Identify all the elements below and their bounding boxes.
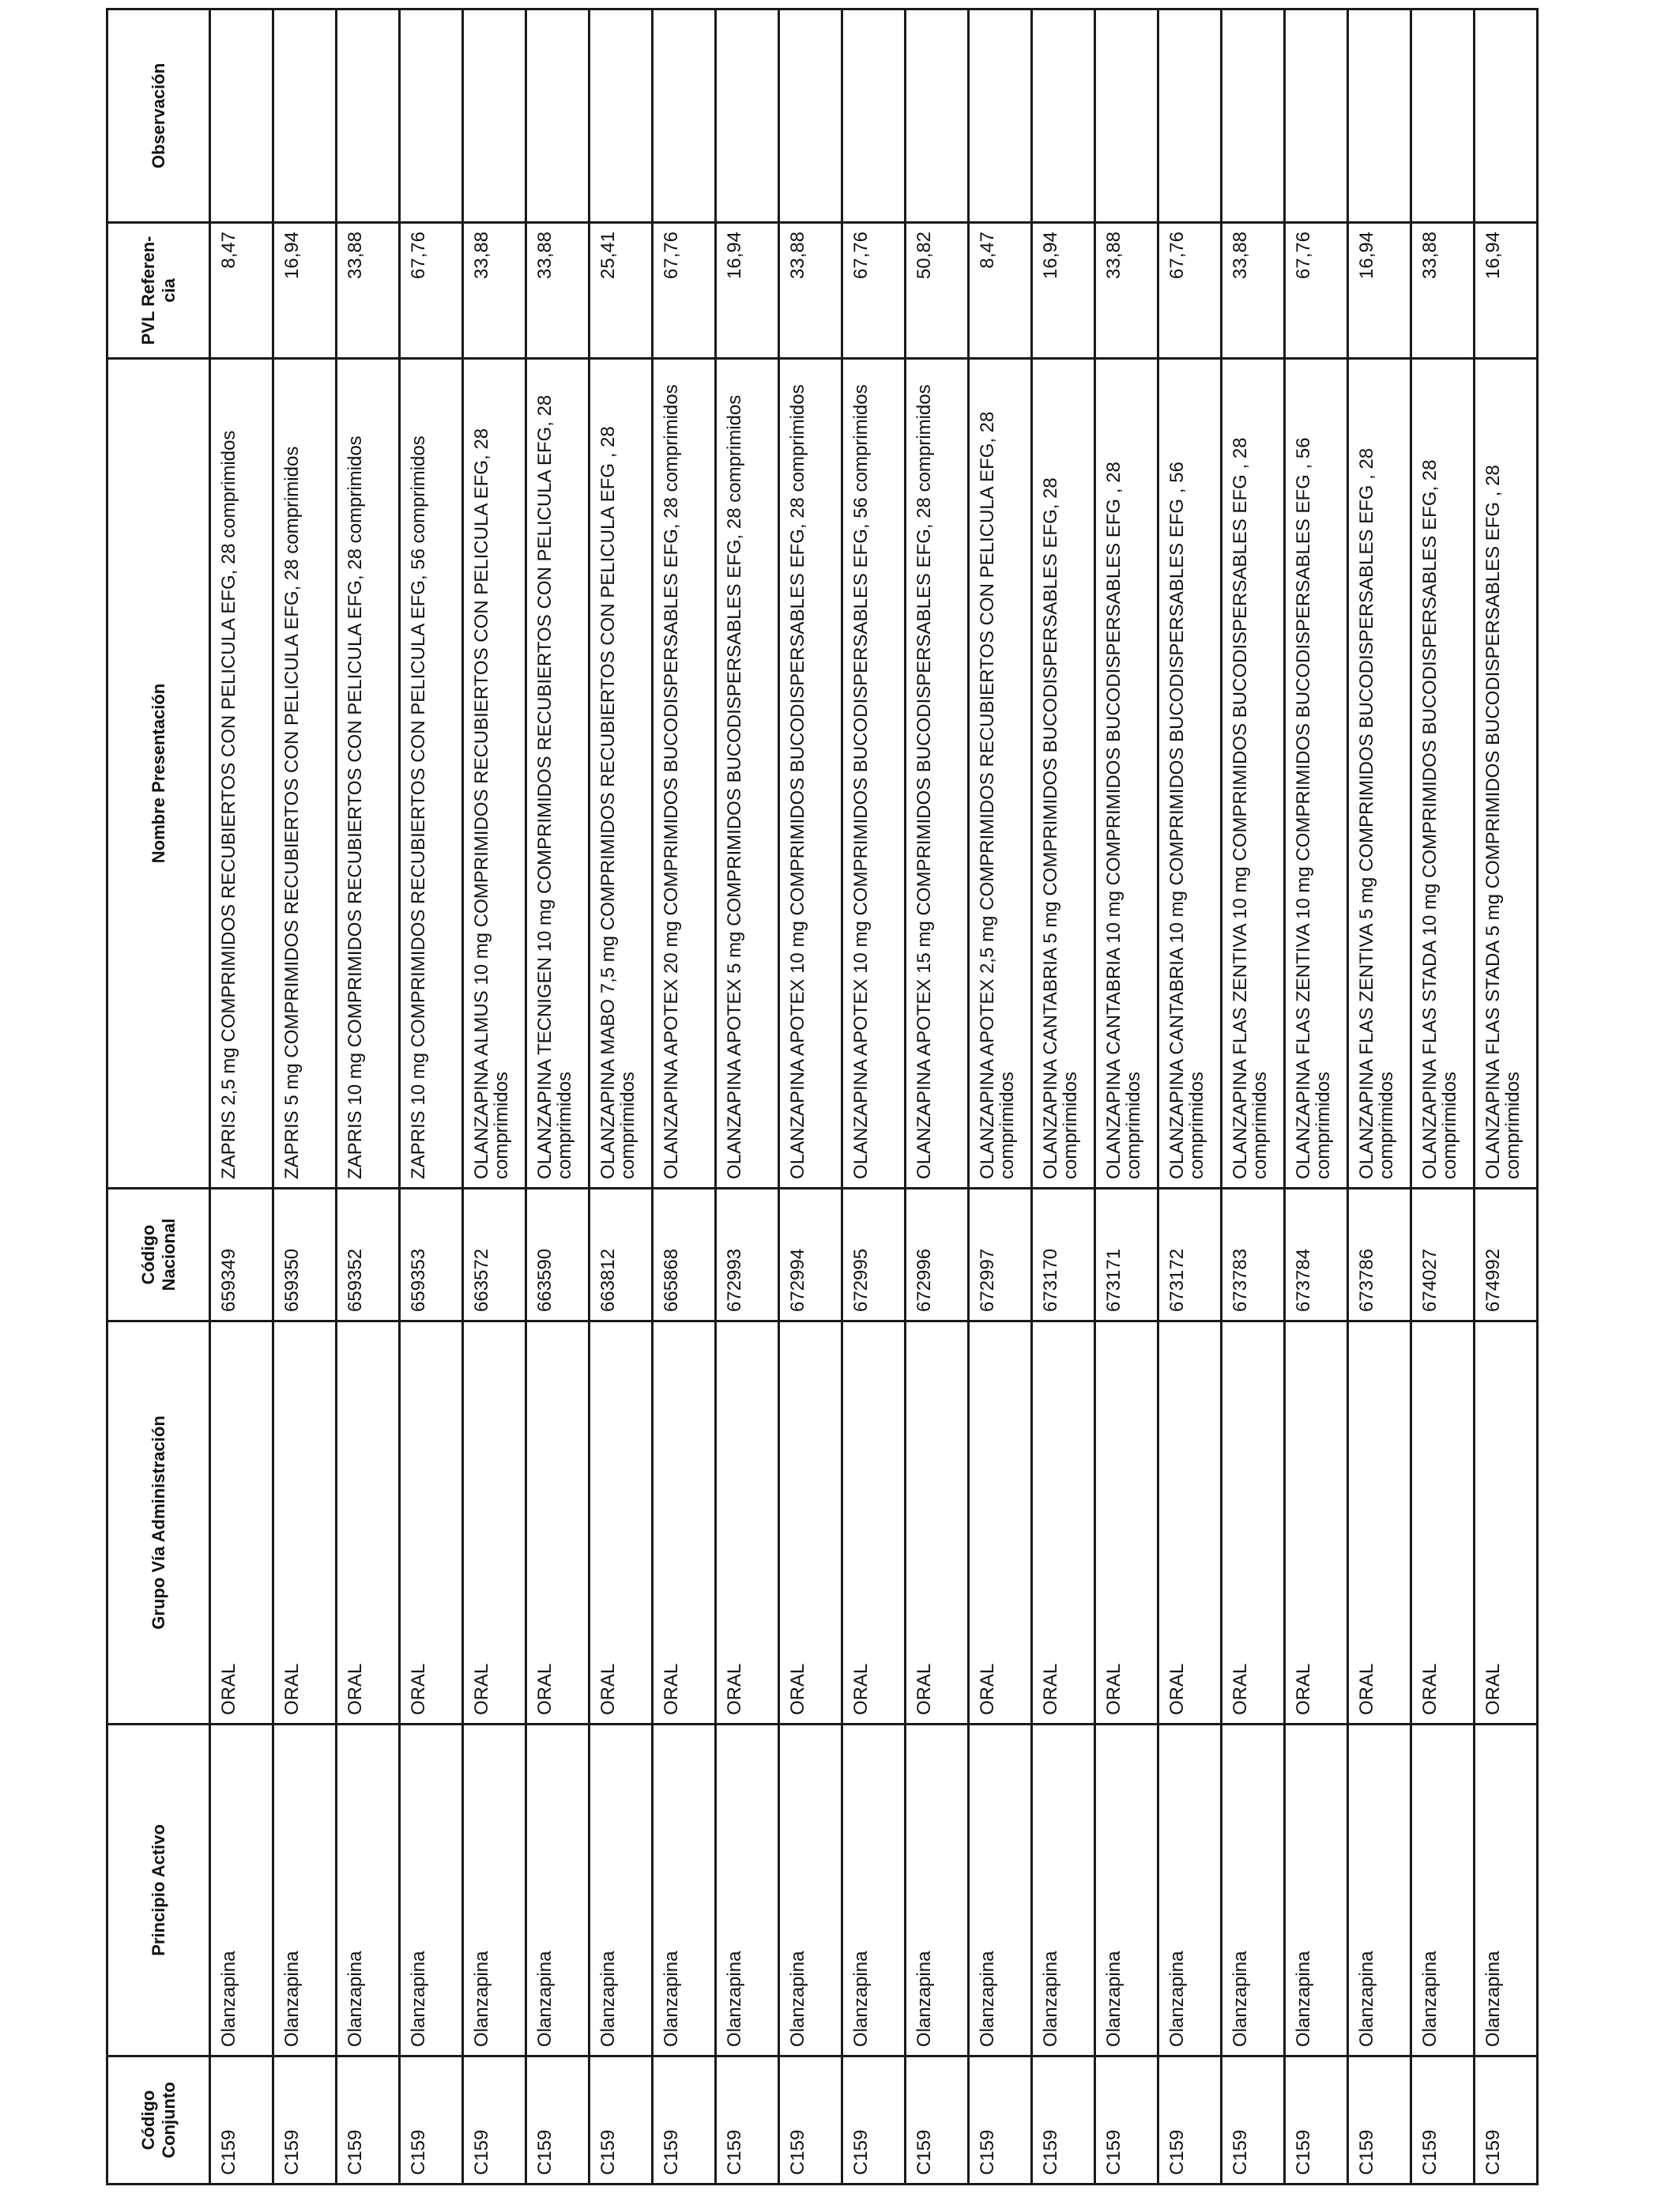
cell-grupo-via: ORAL (337, 1321, 400, 1725)
cell-observacion (1475, 9, 1538, 223)
cell-codigo-conjunto: C159 (337, 2056, 400, 2185)
cell-codigo-nacional: 672993 (716, 1189, 779, 1321)
cell-codigo-nacional: 673783 (1222, 1189, 1285, 1321)
table-row (1032, 9, 1095, 2185)
cell-nombre-presentacion: OLANZAPINA APOTEX 10 mg COMPRIMIDOS BUCODISPERSABLES EFG, 28 comprimidos (779, 359, 842, 1189)
table-row (716, 9, 779, 2185)
cell-principio-activo: Olanzapina (653, 1725, 716, 2056)
cell-codigo-conjunto: C159 (653, 2056, 716, 2185)
cell-observacion (969, 9, 1032, 223)
cell-codigo-nacional: 659353 (400, 1189, 463, 1321)
cell-codigo-conjunto: C159 (1222, 2056, 1285, 2185)
header-observacion: Observación (107, 9, 210, 223)
cell-codigo-nacional: 659350 (273, 1189, 337, 1321)
cell-principio-activo: Olanzapina (400, 1725, 463, 2056)
cell-grupo-via: ORAL (1285, 1321, 1348, 1725)
cell-pvl-referencia: 33,88 (337, 223, 400, 359)
cell-codigo-nacional: 672996 (906, 1189, 969, 1321)
cell-codigo-nacional: 672994 (779, 1189, 842, 1321)
cell-observacion (463, 9, 526, 223)
cell-grupo-via: ORAL (463, 1321, 526, 1725)
cell-nombre-presentacion: OLANZAPINA FLAS STADA 5 mg COMPRIMIDOS BUCODISPERSABLES EFG , 28 comprimidos (1475, 359, 1538, 1189)
cell-codigo-conjunto: C159 (1095, 2056, 1158, 2185)
cell-codigo-conjunto: C159 (1411, 2056, 1475, 2185)
document-page (106, 10, 1536, 2185)
cell-codigo-conjunto: C159 (1158, 2056, 1222, 2185)
cell-principio-activo: Olanzapina (1285, 1725, 1348, 2056)
cell-codigo-nacional: 674992 (1475, 1189, 1538, 1321)
cell-codigo-conjunto: C159 (210, 2056, 273, 2185)
cell-principio-activo: Olanzapina (1475, 1725, 1538, 2056)
cell-observacion (1158, 9, 1222, 223)
cell-principio-activo: Olanzapina (1222, 1725, 1285, 2056)
header-grupo-via: Grupo Vía Administración (107, 1321, 210, 1725)
cell-nombre-presentacion: OLANZAPINA APOTEX 15 mg COMPRIMIDOS BUCODISPERSABLES EFG, 28 comprimidos (906, 359, 969, 1189)
table-row (526, 9, 590, 2185)
cell-codigo-nacional: 663812 (590, 1189, 653, 1321)
cell-grupo-via: ORAL (969, 1321, 1032, 1725)
cell-codigo-nacional: 659352 (337, 1189, 400, 1321)
cell-codigo-conjunto: C159 (526, 2056, 590, 2185)
table-row (1095, 9, 1158, 2185)
cell-pvl-referencia: 8,47 (210, 223, 273, 359)
cell-pvl-referencia: 67,76 (842, 223, 906, 359)
cell-principio-activo: Olanzapina (1032, 1725, 1095, 2056)
header-pvl-referencia: PVL Referen-cia (107, 223, 210, 359)
cell-grupo-via: ORAL (779, 1321, 842, 1725)
cell-observacion (1032, 9, 1095, 223)
table-row (210, 9, 273, 2185)
cell-pvl-referencia: 8,47 (969, 223, 1032, 359)
cell-grupo-via: ORAL (906, 1321, 969, 1725)
cell-observacion (590, 9, 653, 223)
cell-observacion (716, 9, 779, 223)
cell-principio-activo: Olanzapina (1411, 1725, 1475, 2056)
cell-principio-activo: Olanzapina (210, 1725, 273, 2056)
cell-grupo-via: ORAL (400, 1321, 463, 1725)
cell-pvl-referencia: 33,88 (463, 223, 526, 359)
cell-observacion (400, 9, 463, 223)
cell-pvl-referencia: 33,88 (526, 223, 590, 359)
cell-principio-activo: Olanzapina (590, 1725, 653, 2056)
cell-observacion (653, 9, 716, 223)
table-row (1475, 9, 1538, 2185)
cell-codigo-nacional: 673170 (1032, 1189, 1095, 1321)
cell-codigo-nacional: 673786 (1348, 1189, 1411, 1321)
cell-grupo-via: ORAL (1032, 1321, 1095, 1725)
cell-grupo-via: ORAL (1095, 1321, 1158, 1725)
cell-nombre-presentacion: OLANZAPINA APOTEX 20 mg COMPRIMIDOS BUCODISPERSABLES EFG, 28 comprimidos (653, 359, 716, 1189)
cell-codigo-conjunto: C159 (842, 2056, 906, 2185)
cell-codigo-nacional: 673784 (1285, 1189, 1348, 1321)
cell-codigo-conjunto: C159 (779, 2056, 842, 2185)
cell-codigo-nacional: 663590 (526, 1189, 590, 1321)
cell-observacion (906, 9, 969, 223)
table-row (779, 9, 842, 2185)
cell-principio-activo: Olanzapina (716, 1725, 779, 2056)
table-row (463, 9, 526, 2185)
price-table (106, 8, 1539, 2185)
cell-nombre-presentacion: OLANZAPINA FLAS ZENTIVA 10 mg COMPRIMIDOS BUCODISPERSABLES EFG , 28 comprimidos (1222, 359, 1285, 1189)
cell-pvl-referencia: 33,88 (1411, 223, 1475, 359)
rotated-table-container (106, 10, 1536, 2185)
cell-grupo-via: ORAL (1475, 1321, 1538, 1725)
cell-observacion (210, 9, 273, 223)
cell-nombre-presentacion: ZAPRIS 5 mg COMPRIMIDOS RECUBIERTOS CON PELICULA EFG, 28 comprimidos (273, 359, 337, 1189)
cell-principio-activo: Olanzapina (526, 1725, 590, 2056)
cell-nombre-presentacion: OLANZAPINA CANTABRIA 5 mg COMPRIMIDOS BUCODISPERSABLES EFG, 28 comprimidos (1032, 359, 1095, 1189)
cell-nombre-presentacion: ZAPRIS 2,5 mg COMPRIMIDOS RECUBIERTOS CON PELICULA EFG, 28 comprimidos (210, 359, 273, 1189)
cell-observacion (273, 9, 337, 223)
cell-pvl-referencia: 16,94 (273, 223, 337, 359)
cell-pvl-referencia: 16,94 (1032, 223, 1095, 359)
table-row (1411, 9, 1475, 2185)
cell-pvl-referencia: 25,41 (590, 223, 653, 359)
cell-observacion (337, 9, 400, 223)
cell-grupo-via: ORAL (526, 1321, 590, 1725)
cell-grupo-via: ORAL (1222, 1321, 1285, 1725)
cell-observacion (1222, 9, 1285, 223)
table-row (653, 9, 716, 2185)
cell-nombre-presentacion: OLANZAPINA APOTEX 2,5 mg COMPRIMIDOS RECUBIERTOS CON PELICULA EFG, 28 comprimidos (969, 359, 1032, 1189)
cell-grupo-via: ORAL (716, 1321, 779, 1725)
cell-pvl-referencia: 16,94 (1475, 223, 1538, 359)
cell-codigo-conjunto: C159 (590, 2056, 653, 2185)
cell-nombre-presentacion: OLANZAPINA FLAS STADA 10 mg COMPRIMIDOS BUCODISPERSABLES EFG, 28 comprimidos (1411, 359, 1475, 1189)
cell-codigo-conjunto: C159 (273, 2056, 337, 2185)
cell-pvl-referencia: 50,82 (906, 223, 969, 359)
cell-pvl-referencia: 33,88 (779, 223, 842, 359)
table-row (337, 9, 400, 2185)
cell-grupo-via: ORAL (273, 1321, 337, 1725)
cell-principio-activo: Olanzapina (1095, 1725, 1158, 2056)
cell-observacion (1411, 9, 1475, 223)
table-row (590, 9, 653, 2185)
header-codigo-nacional: Código Nacional (107, 1189, 210, 1321)
cell-nombre-presentacion: OLANZAPINA APOTEX 5 mg COMPRIMIDOS BUCODISPERSABLES EFG, 28 comprimidos (716, 359, 779, 1189)
cell-grupo-via: ORAL (210, 1321, 273, 1725)
header-principio-activo: Principio Activo (107, 1725, 210, 2056)
cell-pvl-referencia: 67,76 (653, 223, 716, 359)
cell-codigo-nacional: 674027 (1411, 1189, 1475, 1321)
cell-codigo-nacional: 665868 (653, 1189, 716, 1321)
cell-pvl-referencia: 33,88 (1095, 223, 1158, 359)
cell-codigo-conjunto: C159 (1348, 2056, 1411, 2185)
cell-principio-activo: Olanzapina (969, 1725, 1032, 2056)
cell-observacion (1348, 9, 1411, 223)
cell-nombre-presentacion: OLANZAPINA ALMUS 10 mg COMPRIMIDOS RECUBIERTOS CON PELICULA EFG, 28 comprimidos (463, 359, 526, 1189)
cell-pvl-referencia: 33,88 (1222, 223, 1285, 359)
cell-principio-activo: Olanzapina (273, 1725, 337, 2056)
cell-principio-activo: Olanzapina (906, 1725, 969, 2056)
cell-codigo-conjunto: C159 (1285, 2056, 1348, 2185)
cell-codigo-conjunto: C159 (969, 2056, 1032, 2185)
cell-grupo-via: ORAL (590, 1321, 653, 1725)
cell-grupo-via: ORAL (1411, 1321, 1475, 1725)
cell-codigo-conjunto: C159 (906, 2056, 969, 2185)
cell-principio-activo: Olanzapina (337, 1725, 400, 2056)
table-row (1285, 9, 1348, 2185)
table-row (969, 9, 1032, 2185)
cell-principio-activo: Olanzapina (463, 1725, 526, 2056)
table-row (400, 9, 463, 2185)
cell-codigo-nacional: 672997 (969, 1189, 1032, 1321)
cell-grupo-via: ORAL (653, 1321, 716, 1725)
cell-codigo-nacional: 673172 (1158, 1189, 1222, 1321)
table-row (273, 9, 337, 2185)
cell-nombre-presentacion: OLANZAPINA FLAS ZENTIVA 5 mg COMPRIMIDOS BUCODISPERSABLES EFG , 28 comprimidos (1348, 359, 1411, 1189)
cell-codigo-conjunto: C159 (463, 2056, 526, 2185)
cell-codigo-conjunto: C159 (1475, 2056, 1538, 2185)
cell-grupo-via: ORAL (1348, 1321, 1411, 1725)
cell-nombre-presentacion: OLANZAPINA FLAS ZENTIVA 10 mg COMPRIMIDOS BUCODISPERSABLES EFG , 56 comprimidos (1285, 359, 1348, 1189)
cell-codigo-conjunto: C159 (716, 2056, 779, 2185)
cell-pvl-referencia: 16,94 (716, 223, 779, 359)
cell-observacion (1095, 9, 1158, 223)
cell-pvl-referencia: 67,76 (1158, 223, 1222, 359)
cell-observacion (526, 9, 590, 223)
cell-pvl-referencia: 16,94 (1348, 223, 1411, 359)
cell-principio-activo: Olanzapina (779, 1725, 842, 2056)
cell-grupo-via: ORAL (842, 1321, 906, 1725)
cell-grupo-via: ORAL (1158, 1321, 1222, 1725)
cell-pvl-referencia: 67,76 (1285, 223, 1348, 359)
table-row (842, 9, 906, 2185)
cell-codigo-conjunto: C159 (400, 2056, 463, 2185)
cell-codigo-nacional: 672995 (842, 1189, 906, 1321)
cell-observacion (1285, 9, 1348, 223)
cell-nombre-presentacion: OLANZAPINA TECNIGEN 10 mg COMPRIMIDOS RECUBIERTOS CON PELICULA EFG, 28 comprimidos (526, 359, 590, 1189)
cell-nombre-presentacion: ZAPRIS 10 mg COMPRIMIDOS RECUBIERTOS CON PELICULA EFG, 56 comprimidos (400, 359, 463, 1189)
cell-nombre-presentacion: ZAPRIS 10 mg COMPRIMIDOS RECUBIERTOS CON PELICULA EFG, 28 comprimidos (337, 359, 400, 1189)
table-header-row (107, 9, 210, 2185)
cell-principio-activo: Olanzapina (842, 1725, 906, 2056)
cell-observacion (842, 9, 906, 223)
cell-nombre-presentacion: OLANZAPINA APOTEX 10 mg COMPRIMIDOS BUCODISPERSABLES EFG, 56 comprimidos (842, 359, 906, 1189)
cell-codigo-conjunto: C159 (1032, 2056, 1095, 2185)
cell-principio-activo: Olanzapina (1348, 1725, 1411, 2056)
header-codigo-conjunto: Código Conjunto (107, 2056, 210, 2185)
cell-pvl-referencia: 67,76 (400, 223, 463, 359)
cell-codigo-nacional: 659349 (210, 1189, 273, 1321)
table-body (210, 9, 1538, 2185)
cell-principio-activo: Olanzapina (1158, 1725, 1222, 2056)
table-row (906, 9, 969, 2185)
cell-nombre-presentacion: OLANZAPINA CANTABRIA 10 mg COMPRIMIDOS BUCODISPERSABLES EFG , 56 comprimidos (1158, 359, 1222, 1189)
table-row (1222, 9, 1285, 2185)
cell-observacion (779, 9, 842, 223)
table-row (1348, 9, 1411, 2185)
cell-nombre-presentacion: OLANZAPINA MABO 7,5 mg COMPRIMIDOS RECUBIERTOS CON PELICULA EFG , 28 comprimidos (590, 359, 653, 1189)
header-nombre-presentacion: Nombre Presentación (107, 359, 210, 1189)
cell-nombre-presentacion: OLANZAPINA CANTABRIA 10 mg COMPRIMIDOS BUCODISPERSABLES EFG , 28 comprimidos (1095, 359, 1158, 1189)
cell-codigo-nacional: 673171 (1095, 1189, 1158, 1321)
cell-codigo-nacional: 663572 (463, 1189, 526, 1321)
table-row (1158, 9, 1222, 2185)
